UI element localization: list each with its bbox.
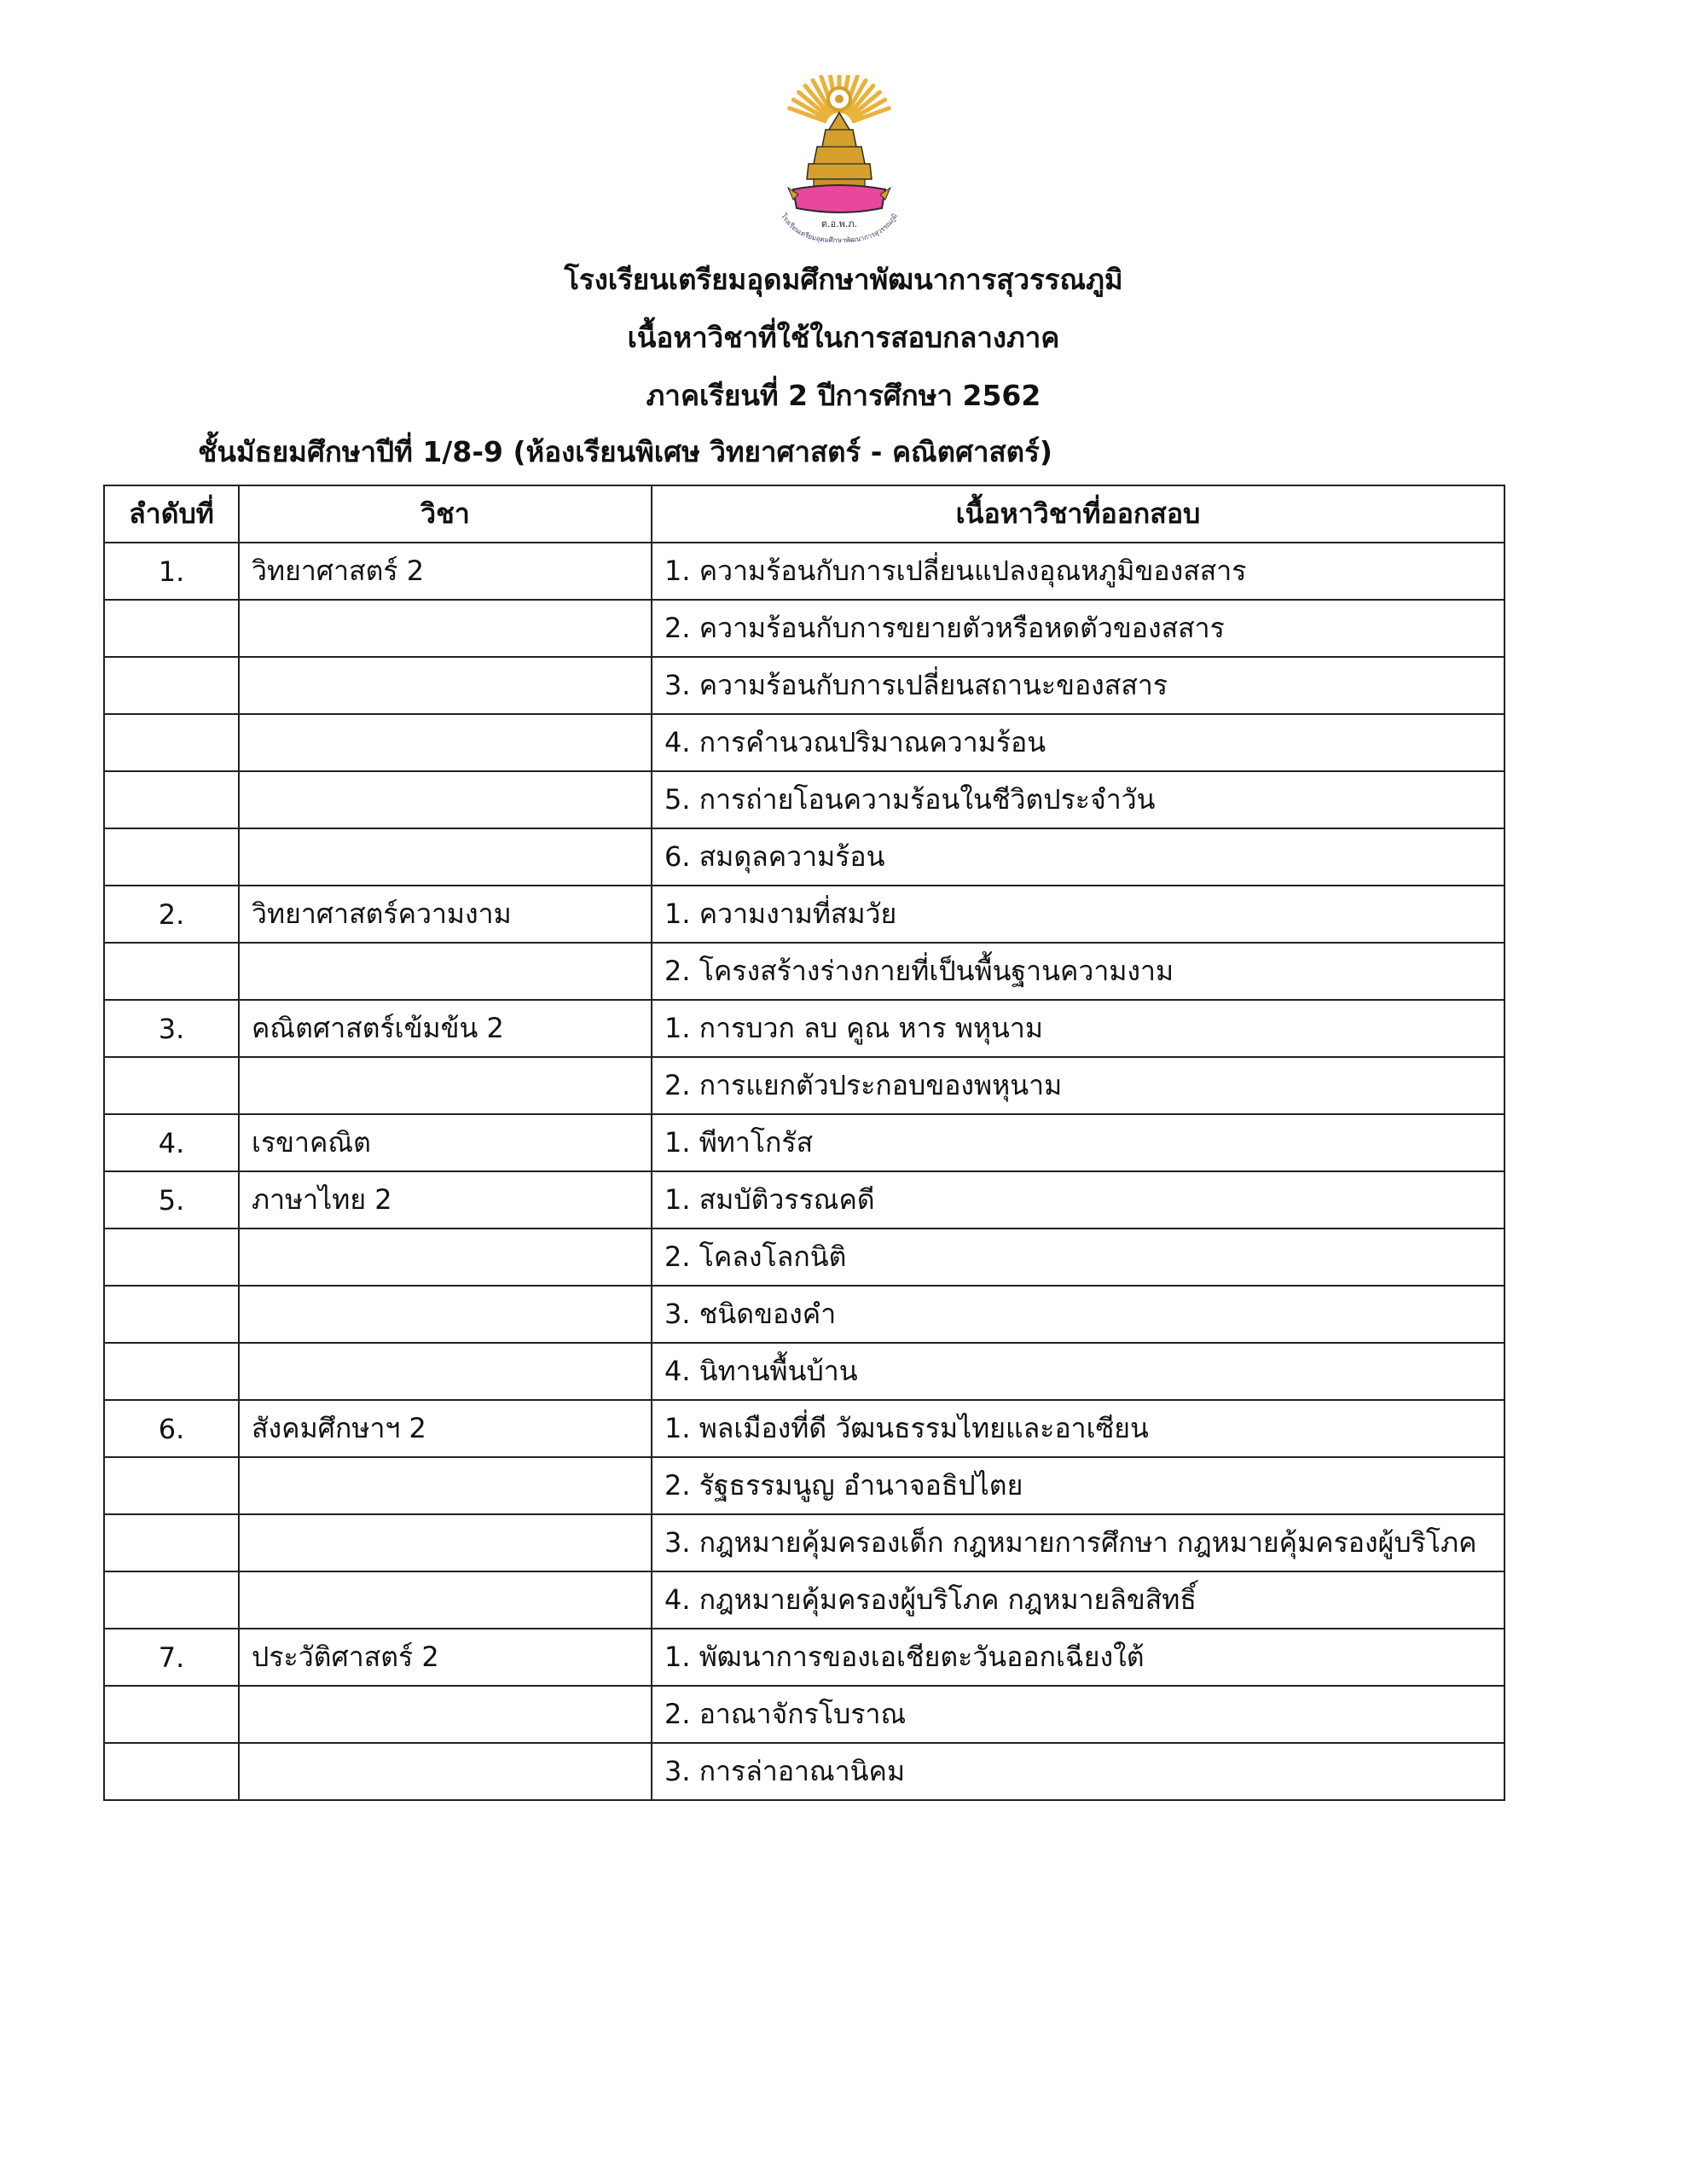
row-content: 1. พลเมืองที่ดี วัฒนธรรมไทยและอาเซียน [652,1400,1504,1457]
table-row [104,1743,1504,1800]
row-order: 7. [104,1629,239,1686]
table-row [104,1228,1504,1286]
row-order: 1. [104,543,239,600]
table-row [104,1057,1504,1114]
row-subject [239,1457,652,1514]
row-order: 4. [104,1114,239,1171]
table-row [104,543,1504,600]
row-subject [239,1571,652,1629]
row-content: 6. สมดุลความร้อน [652,828,1504,886]
row-content: 3. ชนิดของคำ [652,1286,1504,1343]
table-row [104,1171,1504,1228]
row-subject [239,657,652,714]
emblem-halo-center [835,95,844,103]
row-order [104,1686,239,1743]
table-body [104,543,1504,1800]
table-row [104,886,1504,943]
row-content: 3. การล่าอาณานิคม [652,1743,1504,1800]
school-name: โรงเรียนเตรียมอุดมศึกษาพัฒนาการสุวรรณภูมิ [564,263,1123,296]
table-row [104,1571,1504,1629]
row-order [104,1743,239,1800]
emblem-crown [807,113,872,179]
document-title: เนื้อหาวิชาที่ใช้ในการสอบกลางภาค [627,321,1060,354]
row-subject [239,1743,652,1800]
emblem-cushion [793,185,885,212]
row-content: 4. กฎหมายคุ้มครองผู้บริโภค กฎหมายลิขสิทธิ์ [652,1571,1504,1629]
row-subject: ประวัติศาสตร์ 2 [239,1629,652,1686]
row-subject [239,1514,652,1571]
header-order: ลำดับที่ [104,485,239,543]
row-content: 2. อาณาจักรโบราณ [652,1686,1504,1743]
row-content: 1. พีทาโกรัส [652,1114,1504,1171]
row-content: 1. ความงามที่สมวัย [652,886,1504,943]
row-subject [239,600,652,657]
emblem-arc-text: โรงเรียนเตรียมอุดมศึกษาพัฒนาการสุวรรณภูมิ [780,212,899,245]
table-row [104,1686,1504,1743]
row-content: 1. การบวก ลบ คูณ หาร พหุนาม [652,1000,1504,1057]
row-subject [239,1057,652,1114]
row-content: 4. การคำนวณปริมาณความร้อน [652,714,1504,771]
class-level: ชั้นมัธยมศึกษาปีที่ 1/8-9 (ห้องเรียนพิเศษ วิทยาศาสตร์ - คณิตศาสตร์) [198,435,1052,468]
school-emblem-logo [754,75,925,246]
table-row [104,828,1504,886]
table-row [104,1400,1504,1457]
row-subject [239,1286,652,1343]
row-order [104,771,239,828]
table-row [104,714,1504,771]
row-content: 5. การถ่ายโอนความร้อนในชีวิตประจำวัน [652,771,1504,828]
row-subject [239,1686,652,1743]
row-order [104,828,239,886]
header-subject: วิชา [239,485,652,543]
row-content: 2. รัฐธรรมนูญ อำนาจอธิปไตย [652,1457,1504,1514]
row-subject [239,771,652,828]
row-subject [239,828,652,886]
table-row [104,657,1504,714]
row-subject: คณิตศาสตร์เข้มข้น 2 [239,1000,652,1057]
row-content: 2. การแยกตัวประกอบของพหุนาม [652,1057,1504,1114]
row-content: 1. ความร้อนกับการเปลี่ยนแปลงอุณหภูมิของสสาร [652,543,1504,600]
table-row [104,1000,1504,1057]
row-order [104,657,239,714]
row-content: 2. โคลงโลกนิติ [652,1228,1504,1286]
table-row [104,1286,1504,1343]
row-order [104,943,239,1000]
row-order [104,1514,239,1571]
row-order [104,714,239,771]
row-order [104,1057,239,1114]
table-row [104,600,1504,657]
row-order: 3. [104,1000,239,1057]
table-row [104,1457,1504,1514]
table-row [104,943,1504,1000]
row-subject [239,943,652,1000]
row-subject: วิทยาศาสตร์ความงาม [239,886,652,943]
row-subject: ภาษาไทย 2 [239,1171,652,1228]
row-subject: วิทยาศาสตร์ 2 [239,543,652,600]
emblem-abbreviation: ต.อ.พ.ภ. [820,218,858,229]
row-order: 2. [104,886,239,943]
row-order [104,1228,239,1286]
row-subject: เรขาคณิต [239,1114,652,1171]
row-content: 1. พัฒนาการของเอเชียตะวันออกเฉียงใต้ [652,1629,1504,1686]
row-order: 6. [104,1400,239,1457]
row-subject [239,1343,652,1400]
row-content: 1. สมบัติวรรณคดี [652,1171,1504,1228]
table-header-row [104,485,1504,543]
row-content: 2. โครงสร้างร่างกายที่เป็นพื้นฐานความงาม [652,943,1504,1000]
row-order [104,1457,239,1514]
row-content: 4. นิทานพื้นบ้าน [652,1343,1504,1400]
row-order [104,1571,239,1629]
row-subject [239,1228,652,1286]
table-row [104,1514,1504,1571]
row-content: 3. ความร้อนกับการเปลี่ยนสถานะของสสาร [652,657,1504,714]
term-year: ภาคเรียนที่ 2 ปีการศึกษา 2562 [646,379,1041,412]
row-order [104,1343,239,1400]
exam-topics-table [103,485,1505,1801]
row-order [104,1286,239,1343]
row-subject [239,714,652,771]
row-order [104,600,239,657]
row-subject: สังคมศึกษาฯ 2 [239,1400,652,1457]
table-row [104,1629,1504,1686]
table-row [104,771,1504,828]
header-content: เนื้อหาวิชาที่ออกสอบ [652,485,1504,543]
table-row [104,1343,1504,1400]
table-row [104,1114,1504,1171]
row-content: 2. ความร้อนกับการขยายตัวหรือหดตัวของสสาร [652,600,1504,657]
row-content: 3. กฎหมายคุ้มครองเด็ก กฎหมายการศึกษา กฎหมายคุ้มครองผู้บริโภค [652,1514,1504,1571]
row-order: 5. [104,1171,239,1228]
